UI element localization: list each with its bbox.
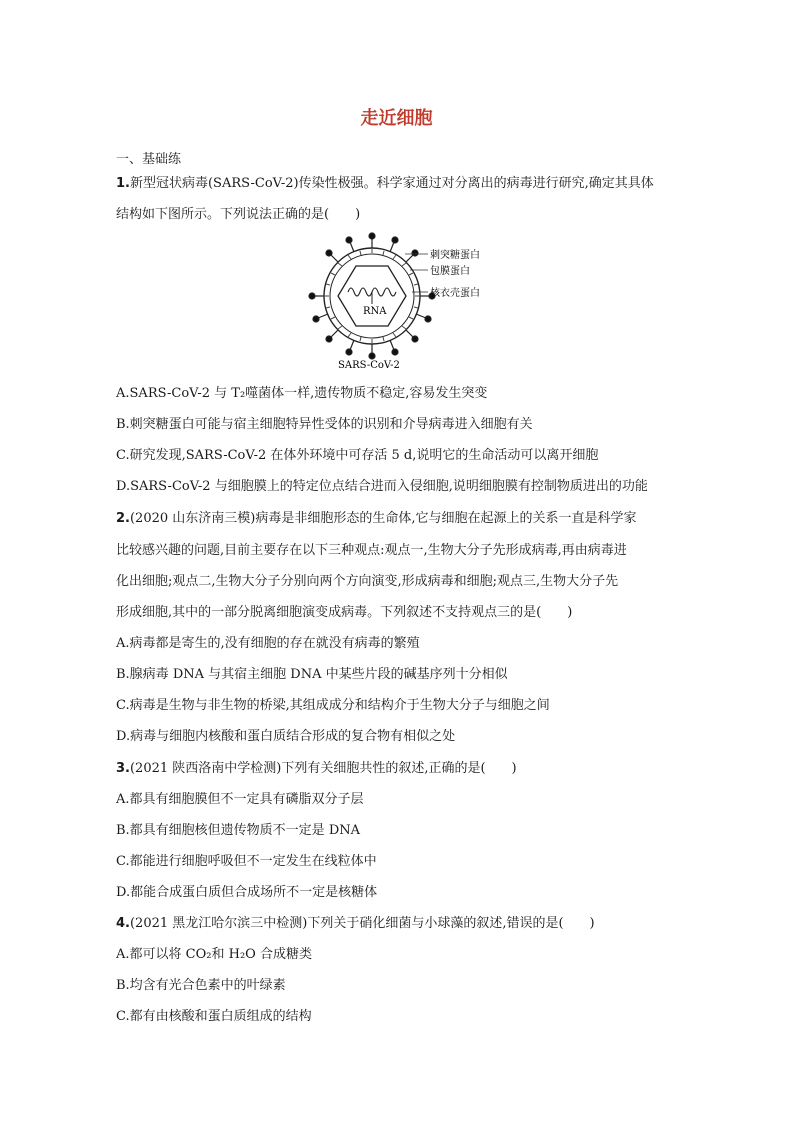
section-heading: 一、基础练 <box>116 152 182 167</box>
rna-label: RNA <box>363 306 387 317</box>
sars-cov-2-structure-figure <box>300 232 510 372</box>
q2-stem-line-3: 化出细胞;观点二,生物大分子分别向两个方向演变,形成病毒和细胞;观点三,生物大分子先 <box>116 574 619 589</box>
q3-option-c: C.都能进行细胞呼吸但不一定发生在线粒体中 <box>116 854 377 869</box>
q1-number: 1. <box>116 176 130 191</box>
q2-option-a: A.病毒都是寄生的,没有细胞的存在就没有病毒的繁殖 <box>116 636 420 651</box>
q2-option-b: B.腺病毒 DNA 与其宿主细胞 DNA 中某些片段的碱基序列十分相似 <box>116 667 508 682</box>
q2-stem-line-1: 2.(2020 山东济南三模)病毒是非细胞形态的生命体,它与细胞在起源上的关系一直是科学家 <box>116 511 637 526</box>
q2-stem-line-2: 比较感兴趣的问题,目前主要存在以下三种观点:观点一,生物大分子先形成病毒,再由病毒进 <box>116 543 627 558</box>
q2-option-d: D.病毒与细胞内核酸和蛋白质结合形成的复合物有相似之处 <box>116 729 456 744</box>
q3-number: 3. <box>116 761 130 776</box>
figure-caption: SARS-CoV-2 <box>338 360 400 371</box>
q2-stem-line-4: 形成细胞,其中的一部分脱离细胞演变成病毒。下列叙述不支持观点三的是( ) <box>116 605 573 620</box>
q1-option-a: A.SARS-CoV-2 与 T₂噬菌体一样,遗传物质不稳定,容易发生突变 <box>116 386 488 401</box>
q3-stem-line-1: 3.(2021 陕西洛南中学检测)下列有关细胞共性的叙述,正确的是( ) <box>116 761 517 776</box>
page-title: 走近细胞 <box>360 108 433 129</box>
q4-stem-line-1: 4.(2021 黑龙江哈尔滨三中检测)下列关于硝化细菌与小球藻的叙述,错误的是( ) <box>116 916 595 931</box>
q2-option-c: C.病毒是生物与非生物的桥梁,其组成成分和结构介于生物大分子与细胞之间 <box>116 698 550 713</box>
q3-option-d: D.都能合成蛋白质但合成场所不一定是核糖体 <box>116 885 378 900</box>
q3-option-b: B.都具有细胞核但遗传物质不一定是 DNA <box>116 823 361 838</box>
q1-stem-line-1: 1.新型冠状病毒(SARS-CoV-2)传染性极强。科学家通过对分离出的病毒进行研究,确定其具体 <box>116 176 654 191</box>
q4-option-b: B.均含有光合色素中的叶绿素 <box>116 978 286 993</box>
q4-number: 4. <box>116 916 130 931</box>
q1-stem-line-2: 结构如下图所示。下列说法正确的是( ) <box>116 207 361 222</box>
q4-option-a: A.都可以将 CO₂和 H₂O 合成糖类 <box>116 947 312 962</box>
q1-option-b: B.刺突糖蛋白可能与宿主细胞特异性受体的识别和介导病毒进入细胞有关 <box>116 417 533 432</box>
q4-option-c: C.都有由核酸和蛋白质组成的结构 <box>116 1009 312 1024</box>
q2-number: 2. <box>116 511 130 526</box>
label-envelope-protein: 包膜蛋白 <box>430 266 470 277</box>
q1-option-c: C.研究发现,SARS-CoV-2 在体外环境中可存活 5 d,说明它的生命活动可以离开细胞 <box>116 448 599 463</box>
q1-option-d: D.SARS-CoV-2 与细胞膜上的特定位点结合进而入侵细胞,说明细胞膜有控制物质进出的功能 <box>116 479 648 494</box>
label-nucleocapsid-protein: 核衣壳蛋白 <box>430 288 480 299</box>
q3-option-a: A.都具有细胞膜但不一定具有磷脂双分子层 <box>116 792 364 807</box>
label-spike-glycoprotein: 刺突糖蛋白 <box>430 250 480 261</box>
